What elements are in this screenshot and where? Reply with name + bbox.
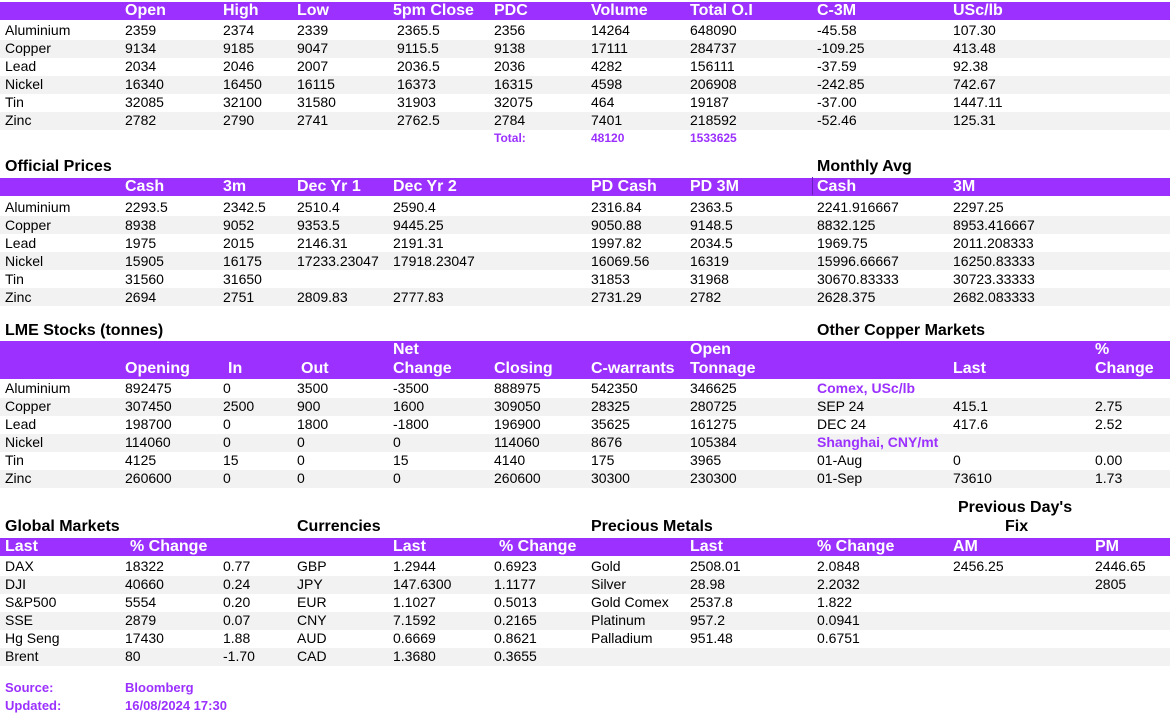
official-cell-monthly-cash: 15996.66667 [817,253,899,269]
shanghai-cell-last: 0 [953,452,961,468]
official-cell-monthly-cash: 1969.75 [817,235,868,251]
lme-stocks-title: LME Stocks (tonnes) [5,322,164,339]
official-cell-dec-yr1: 17233.23047 [297,253,379,269]
precious-cell-change: 2.0848 [817,558,860,574]
official-cell-pd-3m: 31968 [690,271,729,287]
stocks-cell-in: 0 [223,470,231,486]
global-markets-title: Global Markets [5,518,120,535]
col-out: Out [301,360,329,377]
precious-cell-last: 2508.01 [690,558,741,574]
official-cell-dec-yr2: 9445.25 [393,217,444,233]
stocks-cell-in: 15 [223,452,239,468]
row-band [0,612,1170,630]
official-cell-monthly-3m: 16250.83333 [953,253,1035,269]
top-cell-total-oi: 284737 [690,40,737,56]
top-cell-open: 2359 [125,22,157,38]
col-monthly-3m: 3M [953,178,976,195]
official-cell-pd-cash: 9050.88 [591,217,642,233]
comex-cell-change: 2.75 [1095,398,1123,414]
stocks-cell-opening: 307450 [125,398,172,414]
top-cell-c3m: -109.25 [817,40,865,56]
top-cell-total-oi: 156111 [690,58,735,74]
stocks-cell-closing: 114060 [494,434,540,450]
stocks-cell-in: 0 [223,380,231,396]
official-cell-cash: 8938 [125,217,157,233]
official-cell-cash: 1975 [125,235,157,251]
col-global-last: Last [5,538,38,555]
stocks-cell-c-warrants: 542350 [591,380,638,396]
official-cell-metal: Aluminium [5,199,71,215]
top-cell-close-5pm: 2036.5 [397,58,440,74]
top-cell-volume: 17111 [591,40,628,56]
ccy-cell-last: 1.2944 [393,558,436,574]
global-cell-last: 80 [125,648,141,664]
col-closing: Closing [494,360,553,377]
top-cell-high: 2790 [223,112,255,128]
top-cell-low: 31580 [297,94,336,110]
col-pm-change: % Change [817,538,895,555]
stocks-cell-closing: 4140 [494,452,526,468]
top-cell-volume: 7401 [591,112,623,128]
ccy-cell-currency: GBP [297,558,327,574]
global-cell-change: 0.77 [223,558,251,574]
official-cell-monthly-3m: 2682.083333 [953,289,1035,305]
stocks-cell-c-warrants: 35625 [591,416,630,432]
ccy-cell-last: 0.6669 [393,630,436,646]
top-cell-high: 32100 [223,94,262,110]
ccy-cell-change: 0.8621 [494,630,537,646]
official-cell-dec-yr1: 2809.83 [297,289,348,305]
col-3m: 3m [223,178,247,195]
col-pm-last: Last [690,538,723,555]
top-cell-close-5pm: 2762.5 [397,112,440,128]
col-pd-3m: PD 3M [690,178,739,195]
official-cell-3m: 2342.5 [223,199,266,215]
stocks-cell-open-tonnage: 161275 [690,416,737,432]
official-cell-metal: Lead [5,235,37,251]
top-cell-metal: Aluminium [5,22,71,38]
col-copper-last: Last [953,360,986,377]
official-cell-pd-3m: 16319 [690,253,729,269]
stocks-cell-closing: 196900 [494,416,541,432]
stocks-cell-net-change: -3500 [393,380,429,396]
top-cell-pdc: 2036 [494,58,526,74]
ccy-cell-change: 0.6923 [494,558,537,574]
ccy-cell-currency: JPY [297,576,323,592]
shanghai-cell-change: 0.00 [1095,452,1123,468]
top-cell-pdc: 9138 [494,40,526,56]
fix-title-2: Fix [1005,518,1029,535]
col-opening: Opening [125,360,190,377]
official-prices-title: Official Prices [5,158,112,175]
official-cell-cash: 2694 [125,289,157,305]
top-cell-usclb: 125.31 [953,112,996,128]
ccy-cell-currency: AUD [297,630,327,646]
global-cell-last: 2879 [125,612,157,628]
total-oi: 1533625 [690,131,737,145]
other-copper-title: Other Copper Markets [817,322,986,339]
official-cell-pd-3m: 2363.5 [690,199,733,215]
row-band [0,434,1170,452]
precious-cell-change: 0.6751 [817,630,860,646]
stocks-cell-metal: Lead [5,416,37,432]
total-label: Total: [494,131,526,145]
precious-cell-metal: Gold Comex [591,594,669,610]
top-cell-low: 9047 [297,40,329,56]
top-cell-high: 9185 [223,40,255,56]
row-band [0,576,1170,594]
global-cell-index: DJI [5,576,26,592]
global-cell-last: 40660 [125,576,164,592]
col-ccy-last: Last [393,538,426,555]
top-cell-usclb: 107.30 [953,22,996,38]
top-cell-c3m: -52.46 [817,112,857,128]
monthly-avg-title: Monthly Avg [817,158,912,175]
col-dec-yr2: Dec Yr 2 [393,178,457,195]
official-cell-pd-3m: 2034.5 [690,235,733,251]
top-cell-open: 2034 [125,58,157,74]
shanghai-cell-change: 1.73 [1095,470,1123,486]
top-cell-c3m: -37.59 [817,58,857,74]
shanghai-cell-contract: 01-Sep [817,470,863,486]
stocks-cell-open-tonnage: 346625 [690,380,737,396]
top-cell-total-oi: 648090 [690,22,737,38]
stocks-cell-net-change: 0 [393,470,401,486]
top-cell-open: 16340 [125,76,164,92]
row-band [0,470,1170,488]
col-ccy-change: % Change [499,538,577,555]
col-5pm-close: 5pm Close [393,2,474,19]
col-open: Open [690,341,731,358]
col-monthly-cash: Cash [817,178,857,195]
ccy-cell-change: 0.3655 [494,648,537,664]
stocks-cell-opening: 114060 [125,434,171,450]
comex-label: Comex, USc/lb [817,380,916,396]
precious-cell-metal: Gold [591,558,621,574]
ccy-cell-last: 147.6300 [393,576,452,592]
top-cell-usclb: 92.38 [953,58,989,74]
stocks-cell-c-warrants: 28325 [591,398,630,414]
updated-value: 16/08/2024 17:30 [125,698,227,713]
col-volume: Volume [591,2,648,19]
top-cell-metal: Copper [5,40,51,56]
top-cell-pdc: 32075 [494,94,533,110]
ccy-cell-change: 1.1177 [494,576,536,592]
top-cell-volume: 4282 [591,58,623,74]
stocks-cell-metal: Zinc [5,470,32,486]
stocks-cell-metal: Copper [5,398,51,414]
stocks-cell-open-tonnage: 280725 [690,398,737,414]
total-volume: 48120 [591,131,625,145]
global-cell-index: Brent [5,648,39,664]
top-cell-total-oi: 19187 [690,94,729,110]
official-cell-monthly-3m: 2297.25 [953,199,1004,215]
col-low: Low [297,2,329,19]
ccy-cell-last: 1.3680 [393,648,436,664]
official-cell-cash: 31560 [125,271,164,287]
col-pct: % [1095,341,1110,358]
top-cell-open: 9134 [125,40,157,56]
official-cell-dec-yr1: 2146.31 [297,235,348,251]
official-cell-metal: Tin [5,271,24,287]
col-global-change: % Change [130,538,208,555]
top-cell-c3m: -37.00 [817,94,857,110]
official-cell-monthly-3m: 2011.208333 [953,235,1034,251]
precious-cell-last: 2537.8 [690,594,733,610]
precious-cell-last: 957.2 [690,612,726,628]
col-c-warrants: C-warrants [591,360,675,377]
shanghai-label: Shanghai, CNY/mt [817,434,939,450]
stocks-cell-opening: 260600 [125,470,172,486]
row-band [0,398,1170,416]
official-cell-pd-3m: 2782 [690,289,722,305]
official-cell-dec-yr2: 2777.83 [393,289,444,305]
top-cell-pdc: 2356 [494,22,526,38]
top-cell-low: 2339 [297,22,329,38]
stocks-cell-out: 3500 [297,380,329,396]
source-label: Source: [5,680,54,695]
stocks-cell-open-tonnage: 105384 [690,434,737,450]
comex-cell-last: 417.6 [953,416,989,432]
top-cell-volume: 464 [591,94,615,110]
stocks-cell-in: 2500 [223,398,255,414]
official-cell-monthly-cash: 30670.83333 [817,271,899,287]
fix-cell-pm: 2446.65 [1095,558,1146,574]
top-cell-usclb: 742.67 [953,76,996,92]
stocks-cell-opening: 198700 [125,416,172,432]
official-cell-3m: 31650 [223,271,262,287]
top-cell-close-5pm: 9115.5 [397,40,439,56]
shanghai-cell-contract: 01-Aug [817,452,863,468]
col-total-oi: Total O.I [690,2,753,19]
official-header-bar [0,178,1170,196]
stocks-cell-out: 0 [297,470,305,486]
fix-title: Previous Day's [958,499,1073,516]
precious-cell-change: 1.822 [817,594,853,610]
official-cell-metal: Nickel [5,253,44,269]
comex-cell-change: 2.52 [1095,416,1123,432]
precious-cell-last: 951.48 [690,630,733,646]
header-divider [812,177,813,195]
precious-metals-title: Precious Metals [591,518,713,535]
col-dec-yr1: Dec Yr 1 [297,178,361,195]
top-cell-high: 2046 [223,58,255,74]
col-c3m: C-3M [817,2,857,19]
global-cell-change: 0.07 [223,612,251,628]
fix-cell-am: 2456.25 [953,558,1004,574]
global-cell-last: 18322 [125,558,164,574]
top-cell-metal: Zinc [5,112,32,128]
stocks-cell-out: 0 [297,452,305,468]
ccy-cell-currency: EUR [297,594,327,610]
top-cell-volume: 4598 [591,76,623,92]
official-cell-monthly-3m: 30723.33333 [953,271,1035,287]
col-in: In [228,360,243,377]
global-cell-last: 5554 [125,594,157,610]
stocks-cell-out: 1800 [297,416,329,432]
precious-cell-metal: Platinum [591,612,646,628]
official-cell-monthly-3m: 8953.416667 [953,217,1035,233]
fix-cell-pm: 2805 [1095,576,1127,592]
col-usclb: USc/lb [953,2,1003,19]
precious-cell-change: 0.0941 [817,612,860,628]
comex-cell-contract: SEP 24 [817,398,865,414]
stocks-cell-opening: 892475 [125,380,172,396]
official-cell-cash: 15905 [125,253,164,269]
official-cell-dec-yr1: 2510.4 [297,199,340,215]
top-cell-usclb: 413.48 [953,40,996,56]
updated-label: Updated: [5,698,62,713]
top-cell-c3m: -242.85 [817,76,865,92]
col-fix-am: AM [953,538,978,555]
official-cell-dec-yr2: 2590.4 [393,199,436,215]
stocks-cell-c-warrants: 30300 [591,470,630,486]
shanghai-cell-last: 73610 [953,470,992,486]
official-cell-metal: Copper [5,217,51,233]
precious-cell-metal: Silver [591,576,627,592]
official-cell-3m: 9052 [223,217,255,233]
top-cell-pdc: 16315 [494,76,533,92]
col-pd-cash: PD Cash [591,178,657,195]
stocks-cell-closing: 309050 [494,398,541,414]
col-open-tonnage: Tonnage [690,360,756,377]
col-pct-change: Change [1095,360,1154,377]
top-cell-close-5pm: 31903 [397,94,436,110]
official-cell-pd-cash: 16069.56 [591,253,650,269]
top-cell-close-5pm: 2365.5 [397,22,440,38]
official-cell-monthly-cash: 8832.125 [817,217,876,233]
global-cell-index: DAX [5,558,34,574]
stocks-cell-net-change: 15 [393,452,409,468]
col-fix-pm: PM [1095,538,1119,555]
top-cell-c3m: -45.58 [817,22,857,38]
top-cell-total-oi: 206908 [690,76,737,92]
global-cell-change: 0.24 [223,576,251,592]
comex-cell-last: 415.1 [953,398,989,414]
global-cell-change: -1.70 [223,648,255,664]
col-high: High [223,2,259,19]
official-cell-monthly-cash: 2628.375 [817,289,876,305]
ccy-cell-change: 0.5013 [494,594,537,610]
official-cell-dec-yr1: 9353.5 [297,217,340,233]
official-cell-pd-3m: 9148.5 [690,217,733,233]
col-pdc: PDC [494,2,528,19]
top-cell-metal: Lead [5,58,37,74]
precious-cell-metal: Palladium [591,630,653,646]
stocks-cell-metal: Tin [5,452,24,468]
global-cell-index: S&P500 [5,594,57,610]
top-cell-high: 16450 [223,76,262,92]
stocks-cell-net-change: 0 [393,434,401,450]
global-cell-index: Hg Seng [5,630,60,646]
top-cell-usclb: 1447.11 [953,94,1003,110]
stocks-cell-metal: Aluminium [5,380,71,396]
official-cell-pd-cash: 1997.82 [591,235,642,251]
stocks-cell-net-change: -1800 [393,416,429,432]
stocks-cell-out: 0 [297,434,305,450]
official-cell-dec-yr2: 17918.23047 [393,253,475,269]
stocks-cell-in: 0 [223,434,231,450]
official-cell-monthly-cash: 2241.916667 [817,199,899,215]
stocks-cell-open-tonnage: 230300 [690,470,737,486]
official-cell-cash: 2293.5 [125,199,168,215]
top-cell-close-5pm: 16373 [397,76,436,92]
official-cell-metal: Zinc [5,289,32,305]
official-cell-3m: 2751 [223,289,255,305]
official-cell-pd-cash: 2731.29 [591,289,642,305]
ccy-cell-currency: CNY [297,612,327,628]
precious-cell-last: 28.98 [690,576,726,592]
top-cell-high: 2374 [223,22,255,38]
top-cell-open: 2782 [125,112,157,128]
stocks-cell-c-warrants: 175 [591,452,615,468]
global-cell-index: SSE [5,612,34,628]
global-cell-change: 0.20 [223,594,251,610]
top-cell-pdc: 2784 [494,112,526,128]
stocks-cell-net-change: 1600 [393,398,425,414]
stocks-cell-c-warrants: 8676 [591,434,623,450]
col-net-change: Change [393,360,452,377]
top-cell-low: 16115 [297,76,335,92]
stocks-cell-closing: 888975 [494,380,541,396]
top-cell-low: 2007 [297,58,329,74]
stocks-cell-opening: 4125 [125,452,157,468]
ccy-cell-last: 1.1027 [393,594,436,610]
official-cell-3m: 16175 [223,253,262,269]
ccy-cell-last: 7.1592 [393,612,436,628]
top-cell-metal: Nickel [5,76,44,92]
top-cell-volume: 14264 [591,22,630,38]
stocks-cell-open-tonnage: 3965 [690,452,722,468]
ccy-cell-change: 0.2165 [494,612,537,628]
ccy-cell-currency: CAD [297,648,327,664]
stocks-cell-closing: 260600 [494,470,541,486]
official-cell-dec-yr2: 2191.31 [393,235,444,251]
top-cell-total-oi: 218592 [690,112,737,128]
top-cell-low: 2741 [297,112,329,128]
official-cell-pd-cash: 31853 [591,271,630,287]
stocks-cell-in: 0 [223,416,231,432]
stocks-cell-out: 900 [297,398,321,414]
global-cell-last: 17430 [125,630,164,646]
stocks-cell-metal: Nickel [5,434,44,450]
comex-cell-contract: DEC 24 [817,416,867,432]
top-cell-open: 32085 [125,94,164,110]
col-cash: Cash [125,178,165,195]
col-net: Net [393,341,419,358]
official-cell-pd-cash: 2316.84 [591,199,642,215]
top-cell-metal: Tin [5,94,24,110]
official-cell-3m: 2015 [223,235,255,251]
source-value: Bloomberg [125,680,194,695]
row-band [0,648,1170,666]
col-open: Open [125,2,166,19]
currencies-title: Currencies [297,518,381,535]
global-cell-change: 1.88 [223,630,251,646]
precious-cell-change: 2.2032 [817,576,860,592]
